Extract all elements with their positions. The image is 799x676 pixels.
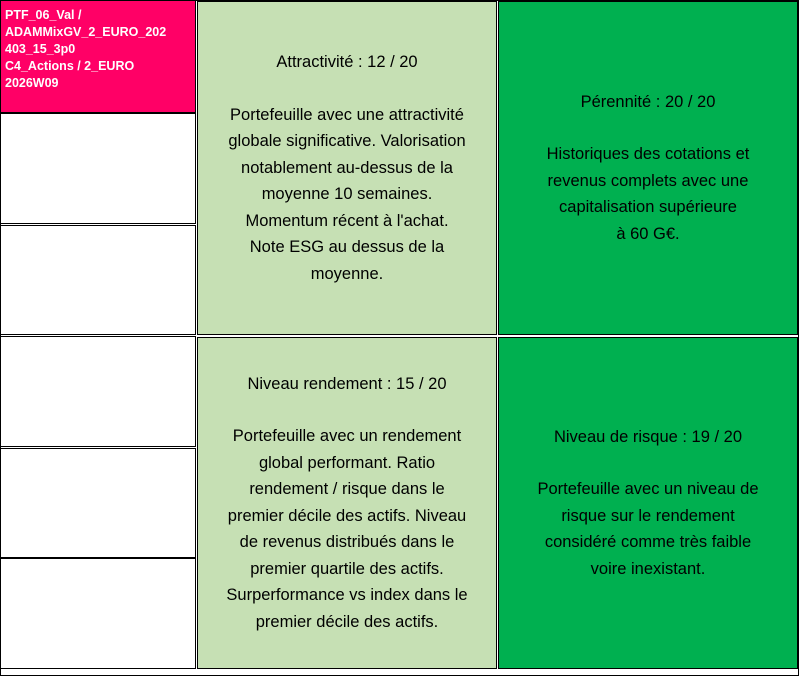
risque-title: Niveau de risque : 19 / 20 xyxy=(553,427,743,446)
risque-body: Portefeuille avec un niveau de risque sur le rendement considéré comme très faible voire inexistant. xyxy=(537,480,759,578)
rendement-body: Portefeuille avec un rendement global performant. Ratio rendement / risque dans le premier décile des actifs. Niveau de revenus distribués dans le premier quartile des actifs. Surperformance vs index dans le premier décile des actifs. xyxy=(226,427,468,631)
rendement-panel xyxy=(197,337,497,669)
attractivite-title: Attractivité : 12 / 20 xyxy=(276,53,418,71)
attractivite-body: Portefeuille avec une attractivité globale significative. Valorisation notablement au-dessus de la moyenne 10 semaines. Momentum récent à l'achat. Note ESG au dessus de la moyenne. xyxy=(228,105,466,283)
risque-panel xyxy=(498,337,798,669)
perennite-title: Pérennité : 20 / 20 xyxy=(580,92,716,111)
empty-cell-4 xyxy=(0,448,196,558)
empty-cell-5 xyxy=(0,558,196,669)
portfolio-tag: PTF_06_Val / ADAMMixGV_2_EURO_202 403_15_3p0 C4_Actions / 2_EURO 2026W09 xyxy=(0,0,196,113)
rendement-title: Niveau rendement : 15 / 20 xyxy=(247,374,447,393)
perennite-panel xyxy=(498,1,798,335)
perennite-body: Historiques des cotations et revenus complets avec une capitalisation supérieure à 60 G€. xyxy=(546,145,750,243)
attractivite-panel xyxy=(197,1,497,335)
empty-cell-2 xyxy=(0,225,196,335)
empty-cell-1 xyxy=(0,113,196,224)
empty-cell-3 xyxy=(0,336,196,447)
